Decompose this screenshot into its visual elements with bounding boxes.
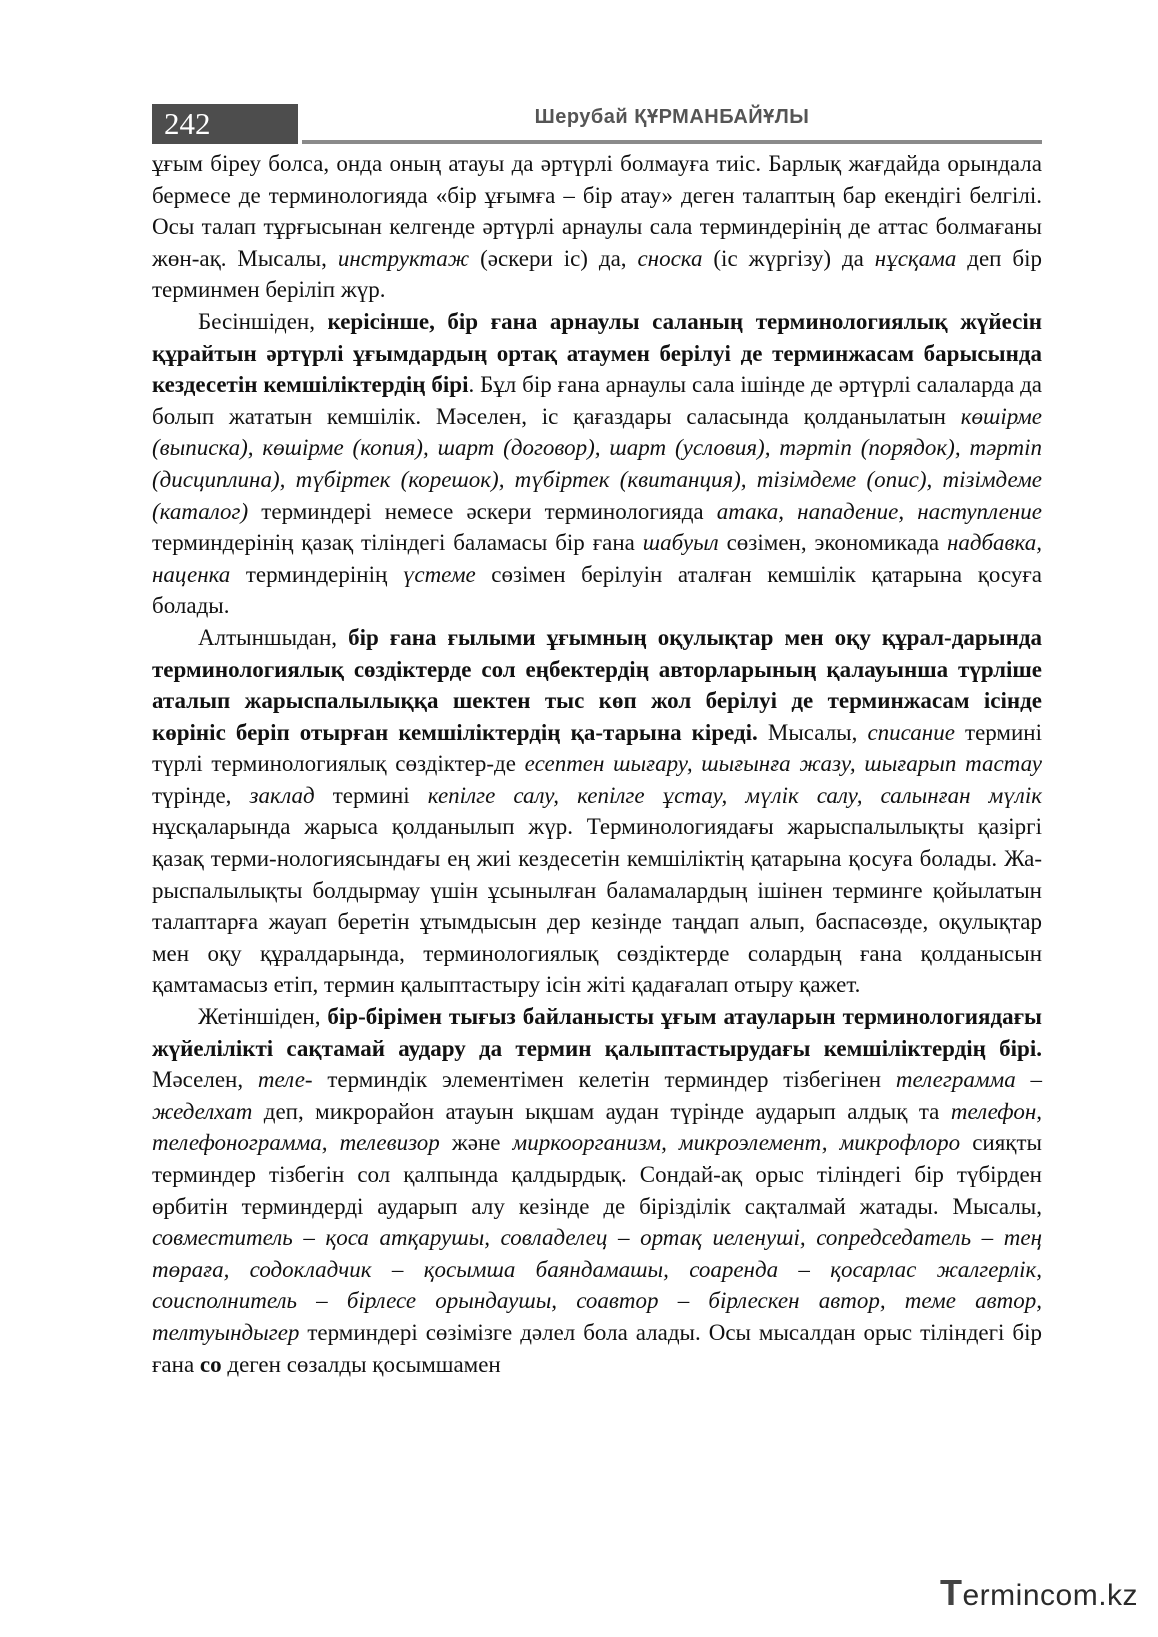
text-run: термині түрлі терминологиялық сөздіктер-де: [152, 719, 1042, 777]
text-run: сөзімен, экономикада: [718, 530, 947, 556]
text-run: деген сөзалды қосымшамен: [221, 1351, 501, 1377]
paragraph: [152, 306, 1042, 622]
italic-run: нұсқама: [874, 245, 957, 271]
text-run: Алтыншыдан,: [198, 624, 349, 650]
header-rule: [302, 140, 1042, 144]
text-run: деп, микрорайон атауын ықшам аудан түрінде аударып алдық та: [252, 1098, 951, 1124]
italic-run: надбавка, наценка: [152, 530, 1042, 587]
bold-run: керісінше, бір ғана арнаулы саланың терминологиялық жүйесін құрайтын әртүрлі ұғымдардың ортақ атаумен берілуі де терминжасам барысында кездесетін кемшіліктердің бірі: [152, 308, 1043, 398]
italic-run: үстеме: [402, 561, 476, 587]
paragraph: [152, 1001, 1042, 1380]
bold-run: бір ғана ғылыми ұғымның оқулықтар мен оқу құрал-дарында терминологиялық сөздіктерде сол еңбектердің авторларының қалауынша түрліше аталып жарыспалылыққа шектен тыс көп жол берілуі де терминжасам ісінде көрініс беріп отырған кемшіліктердің қа-тарына кіреді.: [152, 624, 1042, 745]
italic-run: списание: [867, 719, 955, 745]
text-run: Бесіншіден,: [198, 308, 328, 334]
text-run: Жетіншіден,: [198, 1004, 328, 1030]
bold-run: бір-бірімен тығыз байланысты ұғым атауларын терминологиядағы жүйелілікті сақтамай аудару да термин қалыптастырудағы кемшіліктердің бірі.: [152, 1004, 1043, 1061]
text-run: Мәселен,: [152, 1067, 258, 1093]
text-run: терминдерінің: [230, 561, 403, 587]
italic-run: көшірме (выписка), көшірме (копия), шарт (договор), шарт (условия), тәртіп (порядок), тәртіп (дисциплина), түбіртек (корешок), түбіртек (квитанция), тізімдеме (опис), тізімдеме (каталог): [152, 403, 1042, 524]
italic-run: есептен шығару, шығынға жазу, шығарып тастау: [524, 751, 1042, 777]
text-run: нұсқаларында жарыса қолданылып жүр. Терминологиядағы жарыспалылықты қазіргі қазақ терми-нологиясындағы ең жиі кездесетін кемшіліктің қатарына қосуға болады. Жа-рыспалылықты болдырмау үшін ұсынылған баламалардың ішінен терминге қойылатын талаптарға жауап беретін ұтымдысын дер кезінде таңдап алып, баспасөзде, оқулықтар мен оқу құралдарында, терминологиялық сөздіктерде солардың ғана қолданысын қамтамасыз етіп, термин қалыптастыру ісін жіті қадағалап отыру қажет.: [152, 814, 1042, 998]
italic-run: кепілге салу, кепілге ұстау, мүлік салу, салынған мүлік: [427, 782, 1042, 808]
italic-run: телеграмма – жеделхат: [152, 1067, 1042, 1124]
text-run: терминдері немесе әскери терминологияда: [248, 498, 717, 524]
text-run: терминдері сөзімізге дәлел бола алады. Осы мысалдан орыс тіліндегі бір ғана: [152, 1319, 1042, 1377]
paragraph: [152, 622, 1042, 1001]
paragraph: [152, 148, 1042, 306]
page-header: [152, 104, 1042, 144]
italic-run: миркоорганизм, микроэлемент, микрофлоро: [512, 1130, 961, 1156]
text-run: ұғым біреу болса, онда оның атауы да әртүрлі болмауға тиіс. Барлық жағдайда орындала бермесе де терминологияда «бір ұғымға – бір атау» деген талаптың бар екендігі белгілі. Осы талап тұрғысынан келгенде әртүрлі арнаулы сала терминдерінің де аттас болмағаны жөн-ақ. Мысалы,: [152, 151, 1042, 271]
running-head-author: Шерубай ҚҰРМАНБАЙҰЛЫ: [534, 106, 810, 128]
italic-run: заклад: [249, 782, 315, 808]
body-text: [152, 148, 1042, 1380]
italic-run: телефон, телефонограмма, телевизор: [152, 1098, 1042, 1156]
italic-run: шабуыл: [642, 530, 719, 556]
italic-run: теле-: [257, 1067, 313, 1093]
text-run: терминдерінің қазақ тіліндегі баламасы бір ғана: [152, 530, 643, 556]
bold-run: со: [199, 1351, 222, 1377]
text-run: (әскери іс) да,: [469, 245, 638, 271]
page-number: 242: [152, 104, 298, 144]
text-run: . Бұл бір ғана арнаулы сала ішінде де әртүрлі салаларда да болып жататын кемшілік. Мәселен, іс қағаздары саласында қолданылатын: [152, 372, 1042, 429]
text-run: термині: [314, 782, 428, 808]
text-run: және: [439, 1130, 513, 1156]
text-run: терминдік элементімен келетін терминдер тізбегінен: [312, 1067, 896, 1093]
italic-run: совместитель – қоса атқарушы, совладелец – ортақ иеленуші, сопредседатель – тең төраға, содокладчик – қосымша баяндамашы, соаренда – қосарлас жалгерлік, соисполнитель – бірлесе орындаушы, соавтор – бірлескен автор, теме автор, телтуындыгер: [152, 1225, 1042, 1345]
text-run: түрінде,: [152, 782, 250, 808]
site-watermark-logo: Termincom.kz: [940, 1572, 1139, 1613]
text-run: (іс жүргізу) да: [702, 245, 875, 271]
text-run: сөзімен берілуін аталған кемшілік қатарына қосуға болады.: [152, 561, 1042, 619]
italic-run: атака, нападение, наступление: [716, 498, 1042, 524]
italic-run: сноска: [637, 245, 703, 271]
text-run: Мысалы,: [757, 719, 868, 745]
text-run: сияқты терминдер тізбегін сол қалпында қалдырдық. Сондай-ақ орыс тіліндегі бір түбірден өрбитін терминдерді аударып алу кезінде де бірізділік сақталмай жатады. Мысалы,: [152, 1130, 1042, 1219]
text-run: деп бір терминмен беріліп жүр.: [152, 245, 1042, 303]
italic-run: инструктаж: [337, 245, 470, 271]
